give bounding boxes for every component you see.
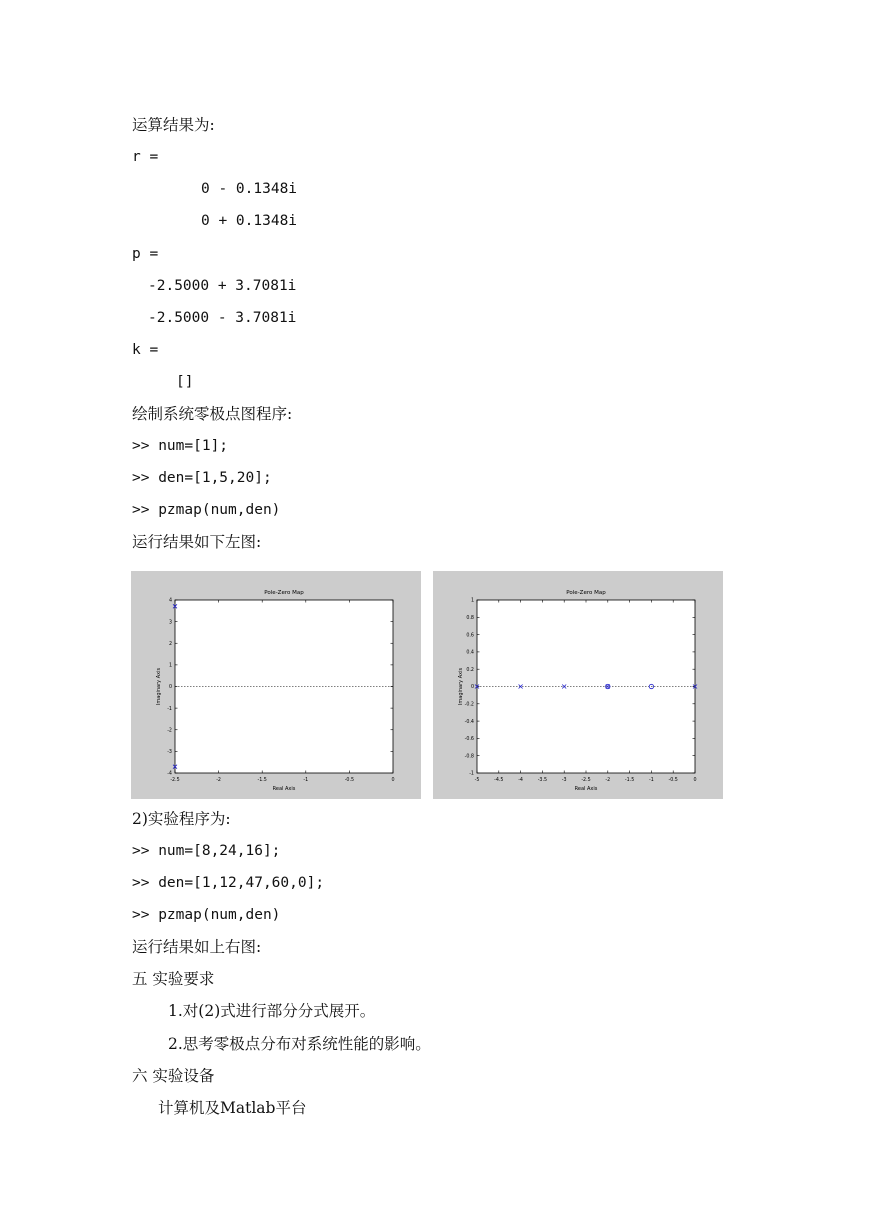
y-tick-label: -0.8 [464,754,474,760]
k-value: [] [176,374,194,390]
x-axis-label: Real Axis [574,786,598,792]
x-tick-label: 0 [693,778,697,783]
x-tick-label: -5 [474,778,480,783]
x-tick-label: -2.5 [581,778,591,783]
command-pzmap-1: >> pzmap(num,den) [132,502,281,518]
y-tick-label: -0.4 [464,719,474,725]
x-tick-label: -2 [605,778,611,783]
y-tick-label: 0.2 [466,667,474,673]
x-tick-label: -1 [303,778,309,783]
y-tick-label: -2 [167,728,172,734]
x-tick-label: -0.5 [344,778,355,783]
y-tick-label: 3 [168,620,172,626]
pole-zero-figure-right [433,571,723,799]
requirement-2: 2.思考零极点分布对系统性能的影响。 [168,1035,431,1053]
x-tick-label: -1 [649,778,654,783]
x-tick-label: -1.5 [257,778,267,783]
requirement-1: 1.对(2)式进行部分分式展开。 [168,1002,376,1020]
x-tick-label: -3 [561,778,567,783]
pole-zero-figure-left [131,571,421,799]
r-value-1: 0 - 0.1348i [201,181,298,197]
r-value-2: 0 + 0.1348i [201,213,298,229]
result-right-caption: 运行结果如上右图: [132,938,262,956]
experiment-2-heading: 2)实验程序为: [132,810,231,828]
pole-zero-chart-left [131,571,421,799]
y-tick-label: 1 [168,663,172,669]
command-num-2: >> num=[8,24,16]; [132,843,281,859]
x-tick-label: -2.5 [170,778,180,783]
y-axis-label: Imaginary Axis [156,667,162,706]
y-tick-label: 2 [168,641,172,647]
x-tick-label: -3.5 [537,778,548,783]
x-tick-label: -2 [216,778,221,783]
equipment-text: 计算机及Matlab平台 [158,1099,307,1117]
command-num-1: >> num=[1]; [132,438,229,454]
r-label: r = [132,149,159,165]
y-tick-label: 0 [168,685,172,691]
p-label: p = [132,246,159,262]
chart-title: Pole-Zero Map [566,590,606,596]
section-6-heading: 六 实验设备 [132,1067,215,1085]
x-tick-label: -0.5 [668,778,678,783]
command-pzmap-2: >> pzmap(num,den) [132,907,281,923]
x-tick-label: -4.5 [494,778,504,783]
plot-heading: 绘制系统零极点图程序: [132,405,293,423]
command-den-2: >> den=[1,12,47,60,0]; [132,875,325,891]
result-heading: 运算结果为: [132,116,215,134]
x-tick-label: 0 [391,778,395,783]
y-tick-label: 0 [470,685,474,691]
y-tick-label: 0.6 [466,633,474,639]
k-label: k = [132,342,159,358]
y-tick-label: 0.4 [466,650,474,656]
section-5-heading: 五 实验要求 [132,970,215,988]
pole-zero-chart-right [433,571,723,799]
x-tick-label: -1.5 [624,778,635,783]
y-tick-label: -1 [167,706,172,712]
command-den-1: >> den=[1,5,20]; [132,470,272,486]
y-tick-label: -0.2 [464,702,474,708]
x-tick-label: -4 [518,778,523,783]
y-tick-label: -3 [167,750,172,756]
y-tick-label: 4 [168,598,172,604]
y-tick-label: -1 [469,771,474,777]
y-tick-label: -0.6 [464,737,474,743]
chart-title: Pole-Zero Map [264,590,304,596]
result-left-caption: 运行结果如下左图: [132,533,262,551]
p-value-1: -2.5000 + 3.7081i [148,278,297,294]
p-value-2: -2.5000 - 3.7081i [148,310,297,326]
y-tick-label: -4 [167,771,172,777]
y-tick-label: 1 [470,598,474,604]
x-axis-label: Real Axis [272,786,296,792]
y-tick-label: 0.8 [466,616,474,621]
y-axis-label: Imaginary Axis [458,667,464,706]
